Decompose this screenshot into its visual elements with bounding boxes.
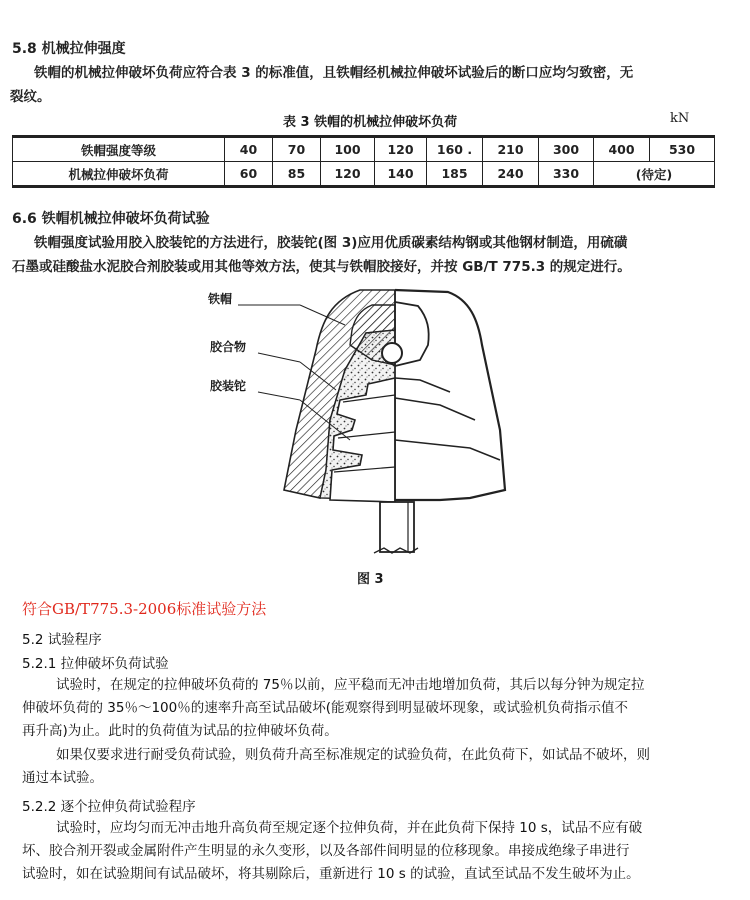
table-cell: 85: [273, 162, 321, 187]
table-cell: 120: [375, 137, 427, 162]
table-3-unit: kN: [670, 111, 690, 126]
section-5-8-text-line1: 铁帽的机械拉伸破坏负荷应符合表 3 的标准值，且铁帽经机械拉伸破坏试验后的断口应均匀致密，无: [34, 65, 634, 81]
paragraph-line: 通过本试验。: [22, 770, 103, 786]
row-label: 机械拉伸破坏负荷: [13, 162, 225, 187]
section-6-6-text-line1: 铁帽强度试验用胶入胶装铊的方法进行，胶装铊(图 3)应用优质碳素结构钢或其他钢材制造，用硫磺: [34, 235, 628, 251]
section-5-2-1-paragraph-1: [22, 674, 712, 743]
table-cell: 240: [483, 162, 539, 187]
section-5-2-1-heading: 5.2.1 拉伸破坏负荷试验: [22, 656, 169, 672]
table-cell: 120: [321, 162, 375, 187]
table-cell: 160 .: [427, 137, 483, 162]
section-6-6-heading: 6.6 铁帽机械拉伸破坏负荷试验: [12, 211, 210, 227]
section-5-2-heading: 5.2 试验程序: [22, 632, 102, 648]
paragraph-line: 试验时，如在试验期间有试品破坏，将其剔除后，重新进行 10 s 的试验，直试至试品不发生破坏为止。: [22, 866, 640, 882]
label-cement: 胶合物: [210, 340, 247, 354]
paragraph-line: 试验时，在规定的拉伸破坏负荷的 75％以前，应平稳而无冲击地增加负荷，其后以每分钟为规定拉: [56, 677, 645, 693]
section-5-8-text-line2: 裂纹。: [10, 89, 51, 105]
paragraph-line: 试验时，应均匀而无冲击地升高负荷至规定逐个拉伸负荷，并在此负荷下保持 10 s，试品不应有破: [56, 820, 643, 836]
section-5-2-2-heading: 5.2.2 逐个拉伸负荷试验程序: [22, 799, 196, 815]
table-cell: 60: [225, 162, 273, 187]
paragraph-line: 再升高)为止。此时的负荷值为试品的拉伸破坏负荷。: [22, 723, 338, 739]
section-5-8-heading: 5.8 机械拉伸强度: [12, 41, 126, 57]
table-cell: 70: [273, 137, 321, 162]
label-plug: 胶装铊: [210, 379, 247, 393]
paragraph-line: 伸破坏负荷的 35％～100％的速率升高至试品破坏(能观察得到明显破坏现象，或试验机负荷指示值不: [22, 700, 629, 716]
table-cell-pending: (待定): [594, 162, 715, 187]
table-cell: 400: [594, 137, 650, 162]
row-label: 铁帽强度等级: [13, 137, 225, 162]
table-cell: 330: [539, 162, 594, 187]
table-cell: 185: [427, 162, 483, 187]
table-cell: 40: [225, 137, 273, 162]
table-cell: 300: [539, 137, 594, 162]
paragraph-line: 坏、胶合剂开裂或金属附件产生明显的永久变形，以及各部件间明显的位移现象。串接成绝缘子串进行: [22, 843, 630, 859]
section-5-2-2-paragraph: [22, 817, 712, 886]
standard-reference-note: 符合GB/T775.3-2006标准试验方法: [22, 600, 267, 618]
section-6-6-text-line2: 石墨或硅酸盐水泥胶合剂胶装或用其他等效方法，使其与铁帽胶接好，并按 GB/T 775.3 的规定进行。: [12, 259, 631, 275]
label-iron-cap: 铁帽: [208, 292, 233, 306]
figure-3-caption: 图 3: [357, 572, 384, 587]
table-3-caption: 表 3 铁帽的机械拉伸破坏负荷: [283, 115, 458, 130]
table-cell: 100: [321, 137, 375, 162]
section-5-2-1-paragraph-2: [22, 744, 712, 790]
table-cell: 210: [483, 137, 539, 162]
table-cell: 530: [650, 137, 715, 162]
paragraph-line: 如果仅要求进行耐受负荷试验，则负荷升高至标准规定的试验负荷，在此负荷下，如试品不破坏，则: [56, 747, 650, 763]
table-cell: 140: [375, 162, 427, 187]
